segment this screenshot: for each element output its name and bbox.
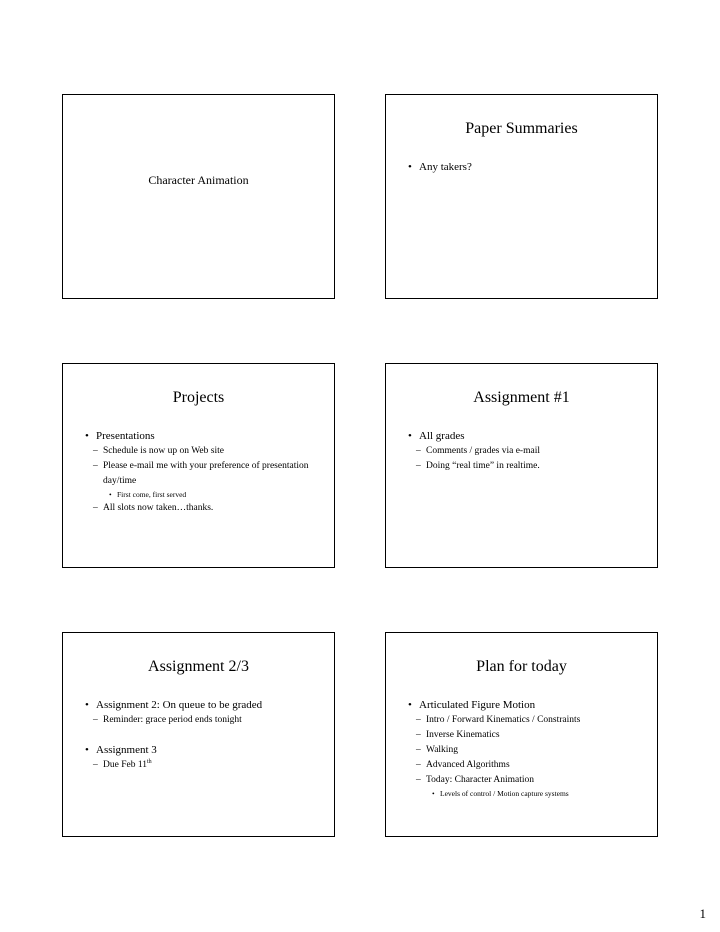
slide-4 <box>385 363 658 568</box>
page-number: 1 <box>699 906 706 921</box>
slide-3-sub-2-child: • First come, first served <box>83 489 324 501</box>
slide-2 <box>385 94 658 299</box>
slide-4-sub-1: – Comments / grades via e-mail <box>406 444 647 459</box>
due-date-ordinal: th <box>146 758 152 765</box>
slide-4-sub-2: – Doing “real time” in realtime. <box>406 459 647 474</box>
slide-3 <box>62 363 335 568</box>
slide-6-sub-5-child: • Levels of control / Motion capture systems <box>406 788 647 800</box>
slide-6 <box>385 632 658 837</box>
slide-6-title: Plan for today <box>476 658 567 675</box>
slide-6-sub-2: – Inverse Kinematics <box>406 728 647 743</box>
slide-5-title: Assignment 2/3 <box>148 658 249 675</box>
slide-1 <box>62 94 335 299</box>
slide-5-body <box>83 697 324 773</box>
slide-3-sub-2: – Please e-mail me with your preference of presentation day/time <box>83 459 324 489</box>
slide-3-bullet: • Presentations <box>83 428 324 444</box>
slide-1-title: Character Animation <box>148 173 249 187</box>
slide-3-sub-3: – All slots now taken…thanks. <box>83 501 324 516</box>
slide-4-bullet: • All grades <box>406 428 647 444</box>
slide-2-body <box>406 159 647 175</box>
slide-6-bullet: • Articulated Figure Motion <box>406 697 647 713</box>
slide-2-bullet: • Any takers? <box>406 159 647 175</box>
slide-4-body <box>406 428 647 474</box>
slide-3-body <box>83 428 324 516</box>
slide-3-sub-1: – Schedule is now up on Web site <box>83 444 324 459</box>
slide-6-sub-5: – Today: Character Animation <box>406 773 647 788</box>
slide-2-title: Paper Summaries <box>465 120 578 137</box>
slide-6-body <box>406 697 647 800</box>
slide-4-title: Assignment #1 <box>473 389 570 406</box>
slide-5 <box>62 632 335 837</box>
slide-5-bullet-1: • Assignment 2: On queue to be graded <box>83 697 324 713</box>
slide-6-sub-4: – Advanced Algorithms <box>406 758 647 773</box>
slide-6-sub-3: – Walking <box>406 743 647 758</box>
due-date-text: Due Feb 11 <box>103 760 147 770</box>
slide-5-bullet-2-sub <box>83 758 324 773</box>
slide-6-sub-1: – Intro / Forward Kinematics / Constraints <box>406 713 647 728</box>
slide-5-bullet-2: • Assignment 3 <box>83 742 324 758</box>
slide-5-bullet-1-sub: – Reminder: grace period ends tonight <box>83 713 324 728</box>
slide-3-title: Projects <box>172 389 225 406</box>
